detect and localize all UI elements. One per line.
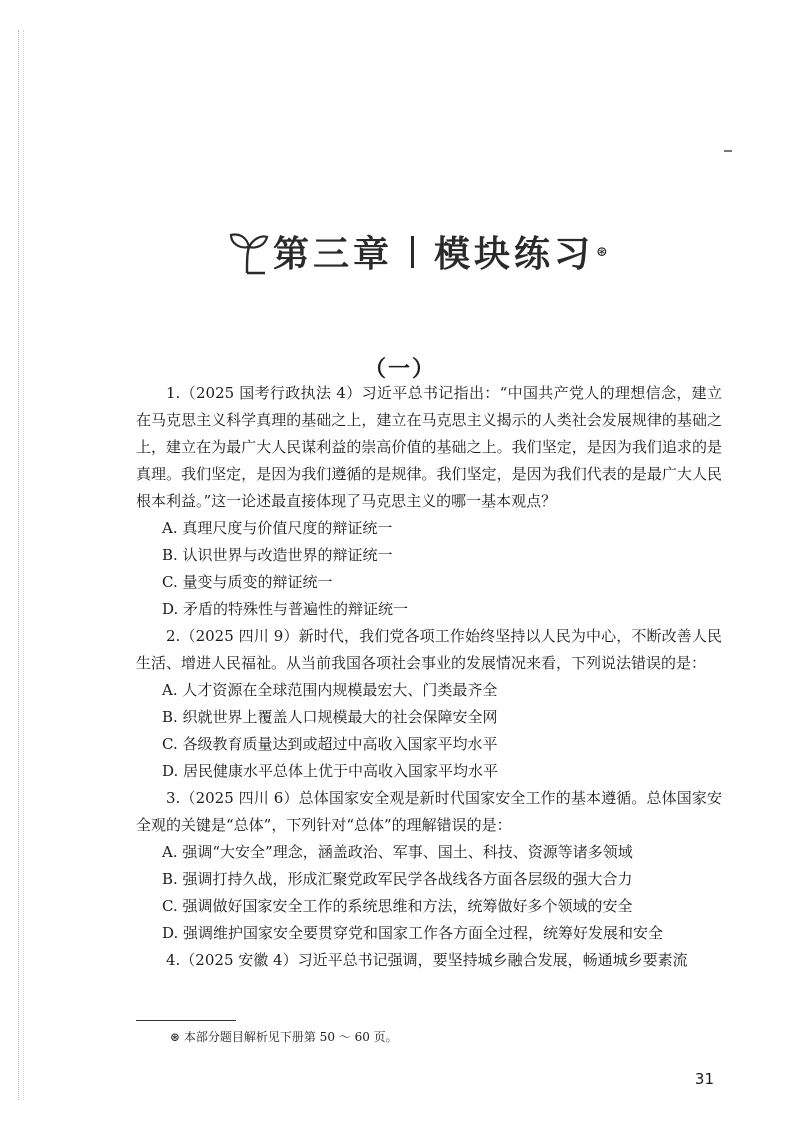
section-heading: （一）	[363, 356, 436, 382]
title-divider	[411, 236, 414, 268]
option: A. 强调“大安全”理念，涵盖政治、军事、国土、科技、资源等诸多领域	[162, 843, 633, 861]
option: D. 矛盾的特殊性与普遍性的辩证统一	[162, 600, 409, 618]
scan-edge-artifact	[18, 30, 33, 1100]
chapter-header	[225, 226, 608, 277]
chapter-subtitle: 模块练习	[434, 234, 595, 275]
page-number: 31	[694, 1070, 714, 1088]
question-list	[136, 380, 722, 974]
option: A. 真理尺度与价值尺度的辩证统一	[162, 519, 393, 537]
chapter-title: 第三章	[273, 234, 394, 275]
question-stem: 1.（2025 国考行政执法 4）习近平总书记指出：“中国共产党人的理想信念，建立在马克思主义科学真理的基础之上，建立在马克思主义揭示的人类社会发展规律的基础之上，建立在为最广大人民谋利益的崇高价值的基础之上。我们坚定，是因为我们追求的是真理。我们坚定，是因为我们遵循的是规律。我们坚定，是因为我们代表的是最广大人民根本利益。”这一论述最直接体现了马克思主义的哪一基本观点？	[136, 384, 722, 510]
footnote-rule	[136, 1020, 236, 1021]
option: D. 强调维护国家安全要贯穿党和国家工作各方面全过程，统筹好发展和安全	[162, 924, 664, 942]
question-stem: 4.（2025 安徽 4）习近平总书记强调，要坚持城乡融合发展，畅通城乡要素流	[166, 951, 688, 969]
option: C. 各级教育质量达到或超过中高收入国家平均水平	[162, 735, 498, 753]
option: B. 认识世界与改造世界的辩证统一	[162, 546, 393, 564]
footnote: ⊛ 本部分题目解析见下册第 50 ～ 60 页。	[170, 1030, 398, 1044]
option: D. 居民健康水平总体上优于中高收入国家平均水平	[162, 762, 499, 780]
option: B. 强调打持久战，形成汇聚党政军民学各战线各方面各层级的强大合力	[162, 870, 633, 888]
question-stem: 3.（2025 四川 6）总体国家安全观是新时代国家安全工作的基本遵循。总体国家安全观的关键是“总体”，下列针对“总体”的理解错误的是：	[136, 789, 722, 834]
option: A. 人才资源在全球范围内规模最宏大、门类最齐全	[162, 681, 498, 699]
option: B. 织就世界上覆盖人口规模最大的社会保障安全网	[162, 708, 498, 726]
question-stem: 2.（2025 四川 9）新时代，我们党各项工作始终坚持以人民为中心，不断改善人民生活、增进人民福祉。从当前我国各项社会事业的发展情况来看，下列说法错误的是：	[136, 627, 722, 672]
option: C. 量变与质变的辩证统一	[162, 573, 333, 591]
sprout-icon	[225, 227, 271, 277]
scan-mark	[724, 150, 732, 152]
footnote-marker: ⊛	[596, 243, 608, 260]
option: C. 强调做好国家安全工作的系统思维和方法，统筹做好多个领域的安全	[162, 897, 633, 915]
